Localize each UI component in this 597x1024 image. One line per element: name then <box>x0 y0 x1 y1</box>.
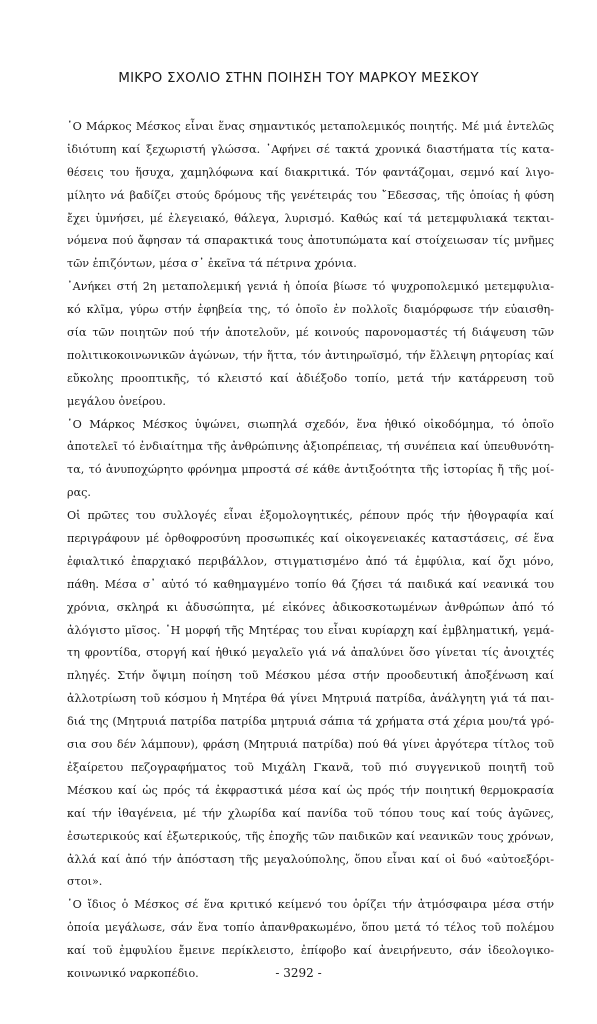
text-line: ἐξαίρετου πεζογραφήματος τοῦ Μιχάλη Γκανᾶ, τοῦ πιό συγγενικοῦ ποιητῆ τοῦ <box>67 760 554 774</box>
text-line: διά της (Μητρυιά πατρίδα πατρίδα μητρυιά σάπια τά χρήματα στά χέρια μου/τά γρό- <box>67 715 554 729</box>
text-line: χρόνια, σκληρά κι ἀδυσώπητα, μέ εἰκόνες ἀδικοσκοτωμένων ἀνθρώπων ἀπό τό <box>67 600 554 614</box>
text-line: καί τοῦ ἐμφυλίου ἔμεινε περίκλειστο, ἐπίφοβο καί ἀνειρήνευτο, σάν ἰδεολογικο- <box>67 944 554 958</box>
text-line: νόμενα πού ἄφησαν τά σπαρακτικά τους ἀποτυπώματα καί στοίχειωσαν τίς μνῆμες <box>67 234 554 248</box>
text-line: μεγάλου ὀνείρου. <box>67 394 166 408</box>
text-line: ὁποία μεγάλωσε, σάν ἕνα τοπίο ἀπανθρακωμένο, ὅπου μετά τό τέλος τοῦ πολέμου <box>67 921 554 935</box>
text-line: πάθη. Μέσα σ᾿ αὐτό τό καθημαγμένο τοπίο θά ζήσει τά παιδικά καί νεανικά του <box>67 577 554 591</box>
text-line: ρας. <box>67 486 91 500</box>
body-text <box>67 116 554 986</box>
text-line: περιγράφουν μέ ὀρθοφροσύνη προσωπικές καί οἰκογενειακές καταστάσεις, σέ ἕνα <box>67 532 554 546</box>
text-line: ἀλλοτρίωση τοῦ κόσμου ἡ Μητέρα θά γίνει Μητρυιά πατρίδα, ἀνάλγητη γιά τά παι- <box>67 692 554 706</box>
text-line: κό κλῖμα, γύρω στήν ἐφηβεία της, τό ὁποῖο ἐν πολλοῖς διαμόρφωσε τήν εὐαισθη- <box>67 303 554 317</box>
text-line: ἐσωτερικούς καί ἐξωτερικούς, τῆς ἐποχῆς τῶν παιδικῶν καί νεανικῶν τους χρόνων, <box>67 829 554 843</box>
text-line: κοινωνικό ναρκοπέδιο. <box>67 966 199 980</box>
text-line: ἀλόγιστο μῖσος. ῾Η μορφή τῆς Μητέρας του εἶναι κυρίαρχη καί ἐμβληματική, γεμά- <box>67 623 554 637</box>
text-line: ἀποτελεῖ τό ἐνδιαίτημα τῆς ἀνθρώπινης ἀξιοπρέπειας, τή συνέπεια καί ὑπευθυνότη- <box>67 440 554 454</box>
text-line: τῶν ἐπιζόντων, μέσα σ᾿ ἐκεῖνα τά πέτρινα χρόνια. <box>67 257 357 271</box>
page-title: ΜΙΚΡΟ ΣΧΟΛΙΟ ΣΤΗΝ ΠΟΙΗΣΗ ΤΟΥ ΜΑΡΚΟΥ ΜΕΣΚΟΥ <box>118 70 479 86</box>
text-line: εὔκολης προοπτικῆς, τό κλειστό καί ἀδιέξοδο τοπίο, μετά τήν κατάρρευση τοῦ <box>67 371 554 385</box>
text-line: θέσεις του ἥσυχα, χαμηλόφωνα καί διακριτικά. Τόν φαντάζομαι, σεμνό καί λιγο- <box>67 165 554 179</box>
text-line: πολιτικοκοινωνικῶν ἀγώνων, τήν ἥττα, τόν ἀντιηρωϊσμό, τήν ἔλλειψη ρητορίας καί <box>67 348 554 362</box>
text-line: ἀλλά καί ἀπό τήν ἀπόσταση τῆς μεγαλούπολης, ὅπου εἶναι καί οἱ δυό «αὐτοεξόρι- <box>67 852 554 866</box>
text-line: σια σου δέν λάμπουν), φράση (Μητρυιά πατρίδα) πού θά γίνει ἀργότερα τίτλος τοῦ <box>67 738 554 752</box>
text-line: ῾Ο ἴδιος ὁ Μέσκος σέ ἕνα κριτικό κείμενό του ὁρίζει τήν ἀτμόσφαιρα μέσα στήν <box>67 898 554 912</box>
text-line: ἰδιότυπη καί ξεχωριστή γλώσσα. ᾿Αφήνει σέ τακτά χρονικά διαστήματα τίς κατα- <box>67 142 554 156</box>
text-line: ἔχει ὑμνήσει, μέ ἐλεγειακό, θάλεγα, λυρισμό. Καθώς καί τά μετεμφυλιακά τεκται- <box>67 211 554 225</box>
text-line: καί τήν ἰθαγένεια, μέ τήν χλωρίδα καί πανίδα τοῦ τόπου τους καί τούς ἀγῶνες, <box>67 806 554 820</box>
text-line: τη φροντίδα, στοργή καί ἠθικό μεγαλεῖο γιά νά ἀπαλύνει ὅσο γίνεται τίς ἀνοιχτές <box>67 646 554 660</box>
text-line: ᾿Ανήκει στή 2η μεταπολεμική γενιά ἡ ὁποία βίωσε τό ψυχροπολεμικό μετεμφυλια- <box>67 280 554 294</box>
page-number: - 3292 - <box>275 966 322 980</box>
text-line: μίλητο νά βαδίζει στούς δρόμους τῆς γενέτειράς του ῎Εδεσσας, τῆς ὁποίας ἡ φύση <box>67 188 554 202</box>
text-line: ῾Ο Μάρκος Μέσκος εἶναι ἕνας σημαντικός μεταπολεμικός ποιητής. Μέ μιά ἐντελῶς <box>67 120 554 133</box>
text-line: Μέσκου καί ὡς πρός τά ἐκφραστικά μέσα καί ὡς πρός τήν ποιητική θερμοκρασία <box>67 783 554 797</box>
text-line: ἐφιαλτικό ἐπαρχιακό περιβάλλον, στιγματισμένο ἀπό τά ἐμφύλια, καί ὄχι μόνο, <box>67 554 554 568</box>
text-line: Οἱ πρῶτες του συλλογές εἶναι ἐξομολογητικές, ρέπουν πρός τήν ἠθογραφία καί <box>67 509 554 523</box>
text-line: σία τῶν ποιητῶν πού τήν ἀποτελοῦν, μέ κοινούς παρονομαστές τή διάψευση τῶν <box>67 326 554 340</box>
text-line: ῾Ο Μάρκος Μέσκος ὑψώνει, σιωπηλά σχεδόν, ἕνα ἠθικό οἰκοδόμημα, τό ὁποῖο <box>67 417 554 431</box>
text-line: τα, τό ἀνυποχώρητο φρόνημα μπροστά σέ κάθε ἀντιξοότητα τῆς ἱστορίας ἤ τῆς μοί- <box>67 463 554 477</box>
text-line: στοι». <box>67 875 103 889</box>
text-line: πληγές. Στήν ὄψιμη ποίηση τοῦ Μέσκου μέσα στήν προοδευτική ἀποξένωση καί <box>67 669 554 683</box>
